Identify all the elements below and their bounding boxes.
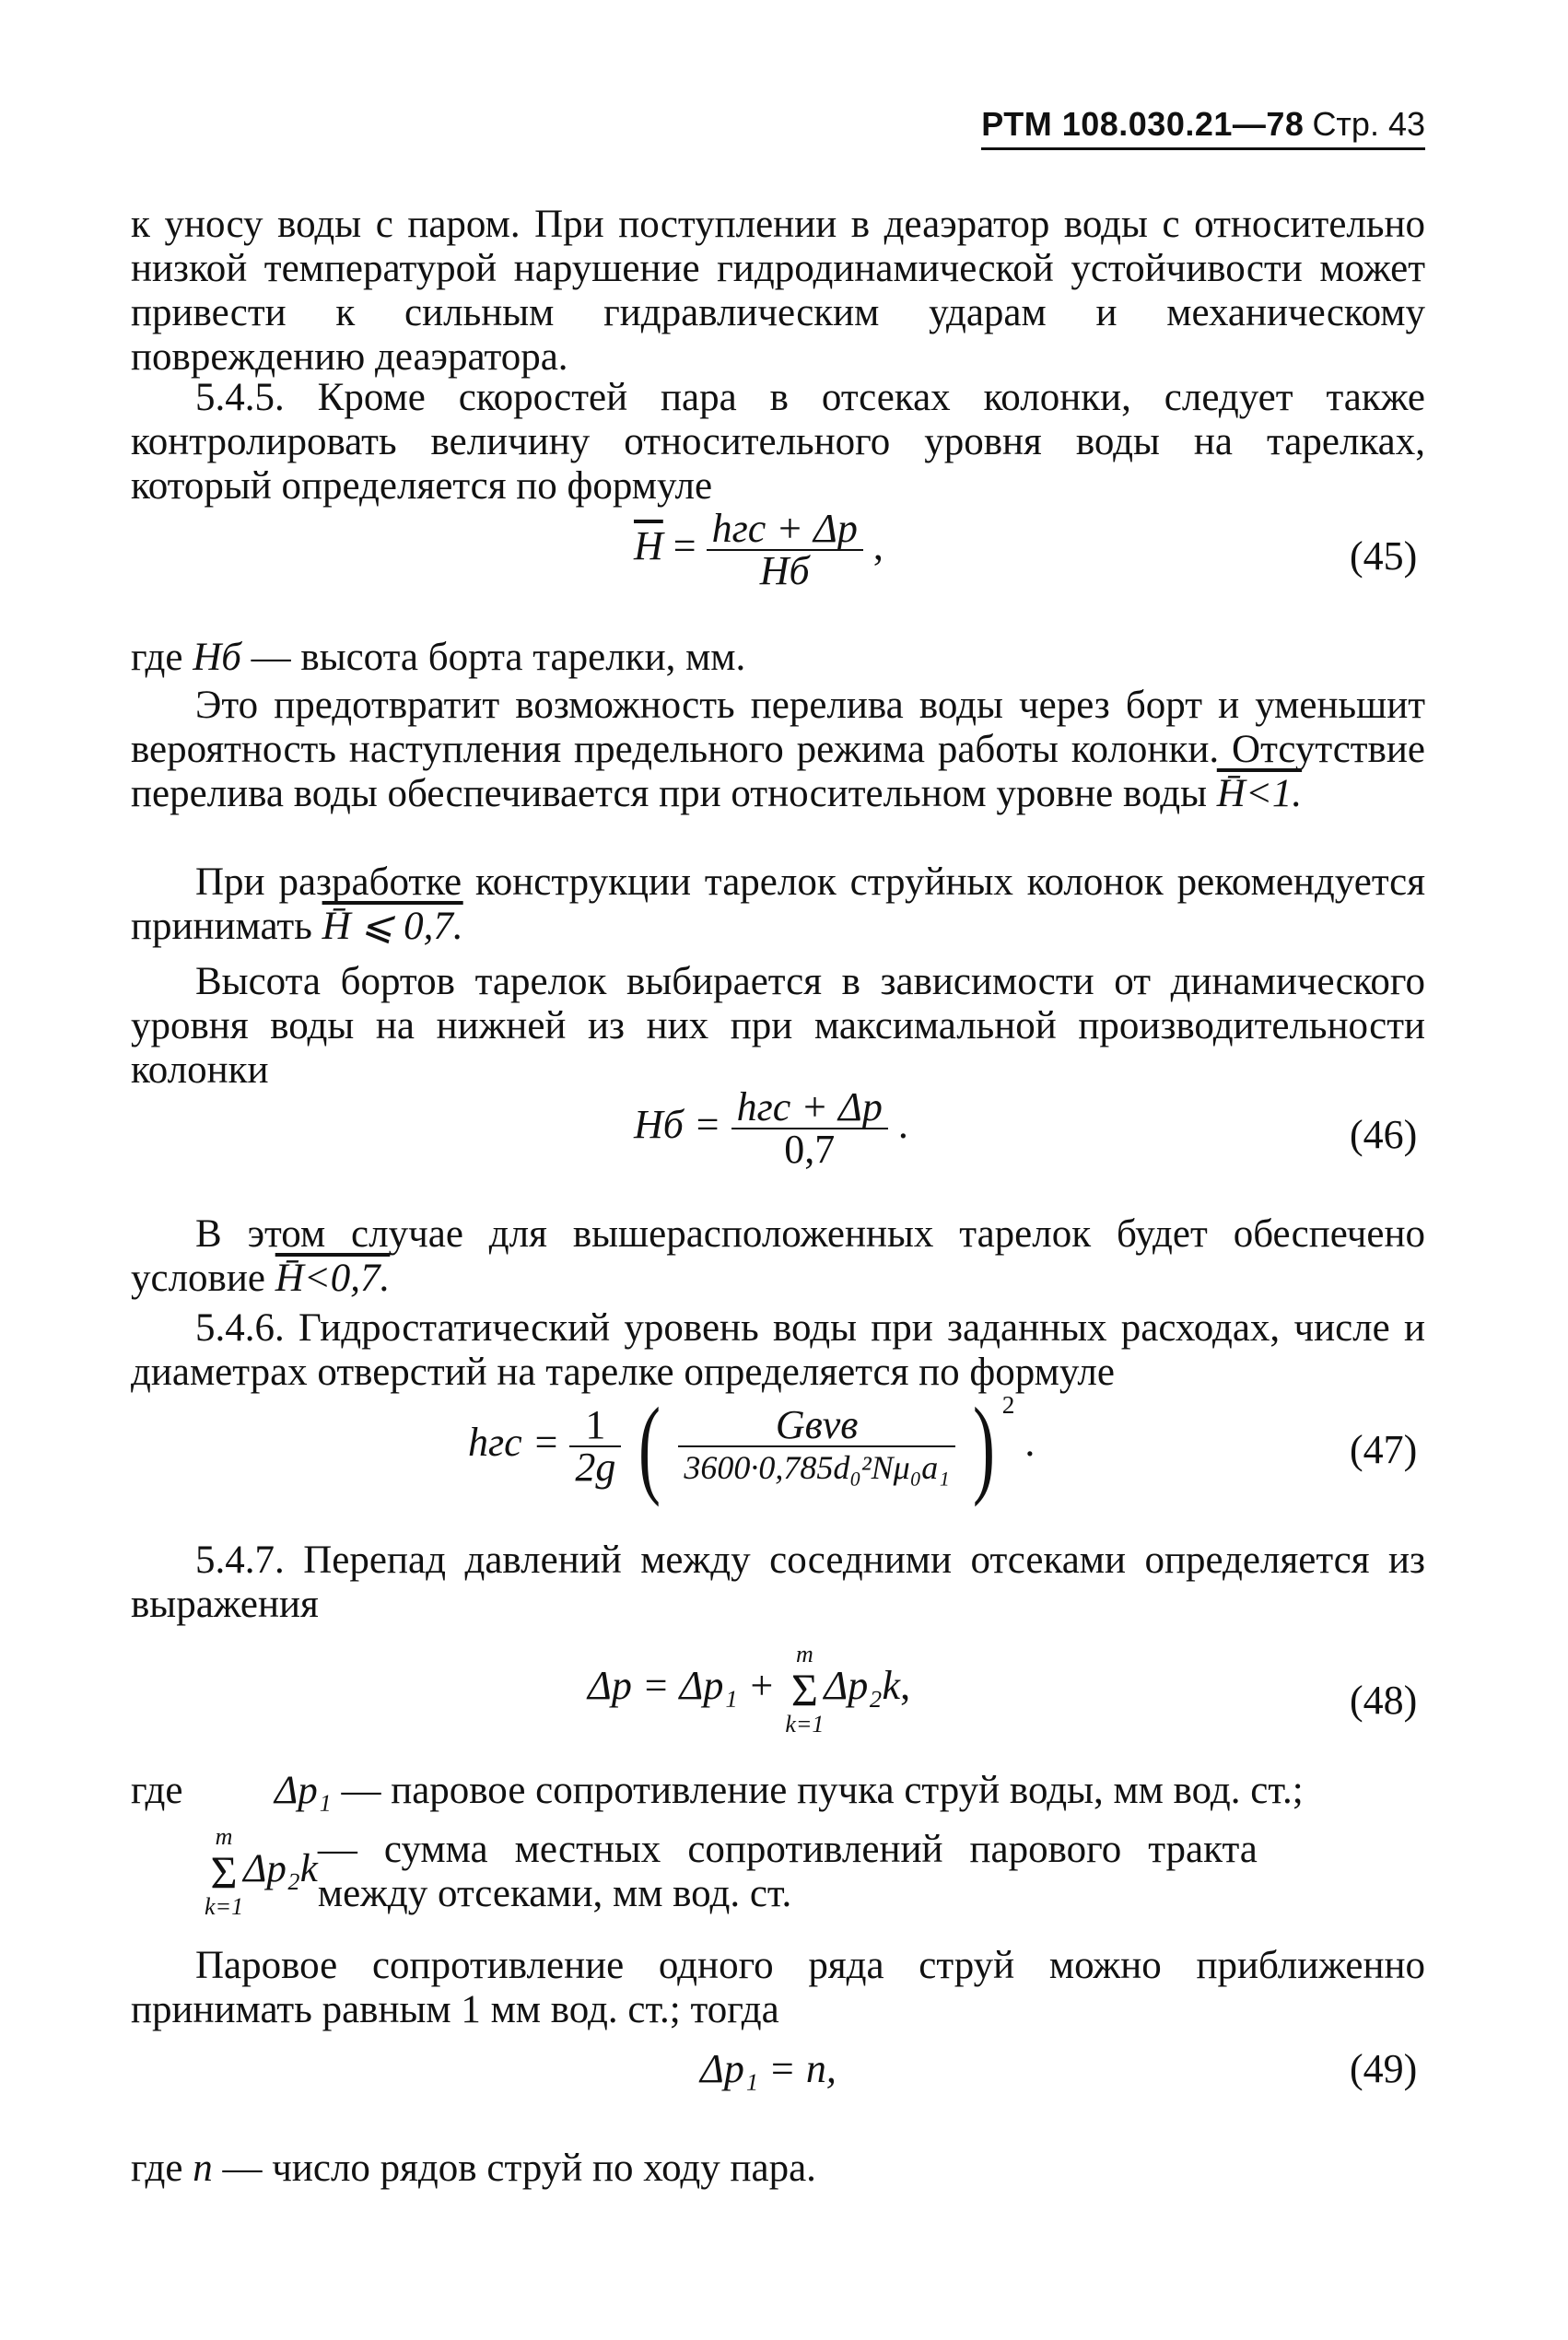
equation-46: Hб = $\frac{\text{hгс + Δp}}{0,7}$ . <box>634 1084 908 1172</box>
equation-number-48: (48) <box>1350 1678 1418 1723</box>
paragraph-where-n: где n — число рядов струй по ходу пара. <box>131 2147 816 2190</box>
symbol-hb: Hб <box>193 636 241 679</box>
equation-49: Δp₁ = n, <box>700 2046 837 2091</box>
equation-number-49: (49) <box>1350 2046 1418 2091</box>
page-header <box>981 103 1425 150</box>
document-code: РТМ 108.030.21—78 <box>981 105 1305 143</box>
paragraph-5-4-7: 5.4.7. Перепад давлений между соседними отсеками определяется из выражения <box>131 1539 1425 1626</box>
eq46-lhs: Hб = <box>634 1102 721 1148</box>
legend-item-dp1: Δp₁ — паровое сопротивление пучка струй воды, мм вод. ст.; <box>275 1769 1304 1812</box>
legend-item-sum: m Σ k=1 Δp₂k— сумма местных сопротивлений парового тракта между отсеками, мм вод. ст. <box>205 1823 1258 1920</box>
equation-45: $\overline{H}$ = $\frac{\text{hгс + Δp}}{Hб}$ , <box>634 506 883 593</box>
paragraph-where-hb: где Hб — высота борта тарелки, мм. <box>131 636 746 679</box>
eq46-fraction <box>731 1084 888 1172</box>
equation-48: Δp = Δp₁ + m Σ k=1 Δp₂k, <box>588 1641 911 1737</box>
paragraph-intro: к уносу воды с паром. При поступлении в деаэратор воды с относительно низкой температурой нарушение гидродинамической устойчивости может привести к сильным гидравлическим ударам и механическому повреждению деаэратора. <box>131 203 1425 379</box>
eq47-lhs: hгс = <box>468 1420 560 1466</box>
eq45-numerator: hгс + Δp <box>707 509 863 551</box>
paragraph-upper-trays: В этом случае для вышерасположенных тарелок будет обеспечено условие H̄<0,7. <box>131 1212 1425 1300</box>
eq46-denominator: 0,7 <box>784 1127 836 1172</box>
eq45-lhs: $\overline{H}$ <box>634 523 663 569</box>
paragraph-5-4-6: 5.4.6. Гидростатический уровень воды при заданных расходах, числе и диаметрах отверстий на тарелке определяется по формуле <box>131 1306 1425 1394</box>
equation-47: hгс = $\frac{1}{2g}$ ( $\frac{\text{Gвvв}}{\text{3600·0,785d₀²Nμ₀a₁}}$ ) $^2$ . <box>468 1385 1036 1507</box>
summation-symbol: m Σ k=1 <box>785 1641 825 1737</box>
paragraph-design-recommendation: При разработке конструкции тарелок струйных колонок рекомендуется принимать H̄ ⩽ 0,7. <box>131 860 1425 948</box>
eq48-lhs: Δp = Δp₁ + <box>588 1663 776 1709</box>
equation-number-45: (45) <box>1350 533 1418 579</box>
eq46-numerator: hгс + Δp <box>731 1087 888 1129</box>
page-number: Стр. 43 <box>1312 105 1425 143</box>
paragraph-rim-height: Высота бортов тарелок выбирается в зависимости от динамического уровня воды на нижней из них при максимальной производительности колонки <box>131 960 1425 1092</box>
paragraph-overflow: Это предотвратит возможность перелива воды через борт и уменьшит вероятность наступления предельного режима работы колонки. Отсутствие перелива воды обеспечивается при относительном уровне воды H̄<1. <box>131 684 1425 815</box>
eq45-fraction <box>707 506 863 593</box>
equation-number-47: (47) <box>1350 1427 1418 1472</box>
eq45-denominator: Hб <box>759 548 810 593</box>
eq47-coefficient: $\frac{1}{2g}$ <box>569 1405 621 1488</box>
equation-number-46: (46) <box>1350 1112 1418 1157</box>
paragraph-row-resistance: Паровое сопротивление одного ряда струй можно приближенно принимать равным 1 мм вод. ст.; тогда <box>131 1944 1425 2031</box>
symbol-n: n <box>193 2147 213 2190</box>
legend-where: где <box>131 1769 183 1812</box>
paragraph-5-4-5: 5.4.5. Кроме скоростей пара в отсеках колонки, следует также контролировать величину относительного уровня воды на тарелках, который определяется по формуле <box>131 376 1425 508</box>
eq47-inner-fraction: $\frac{\text{Gвvв}}{\text{3600·0,785d₀²Nμ₀a₁}}$ <box>678 1405 954 1488</box>
